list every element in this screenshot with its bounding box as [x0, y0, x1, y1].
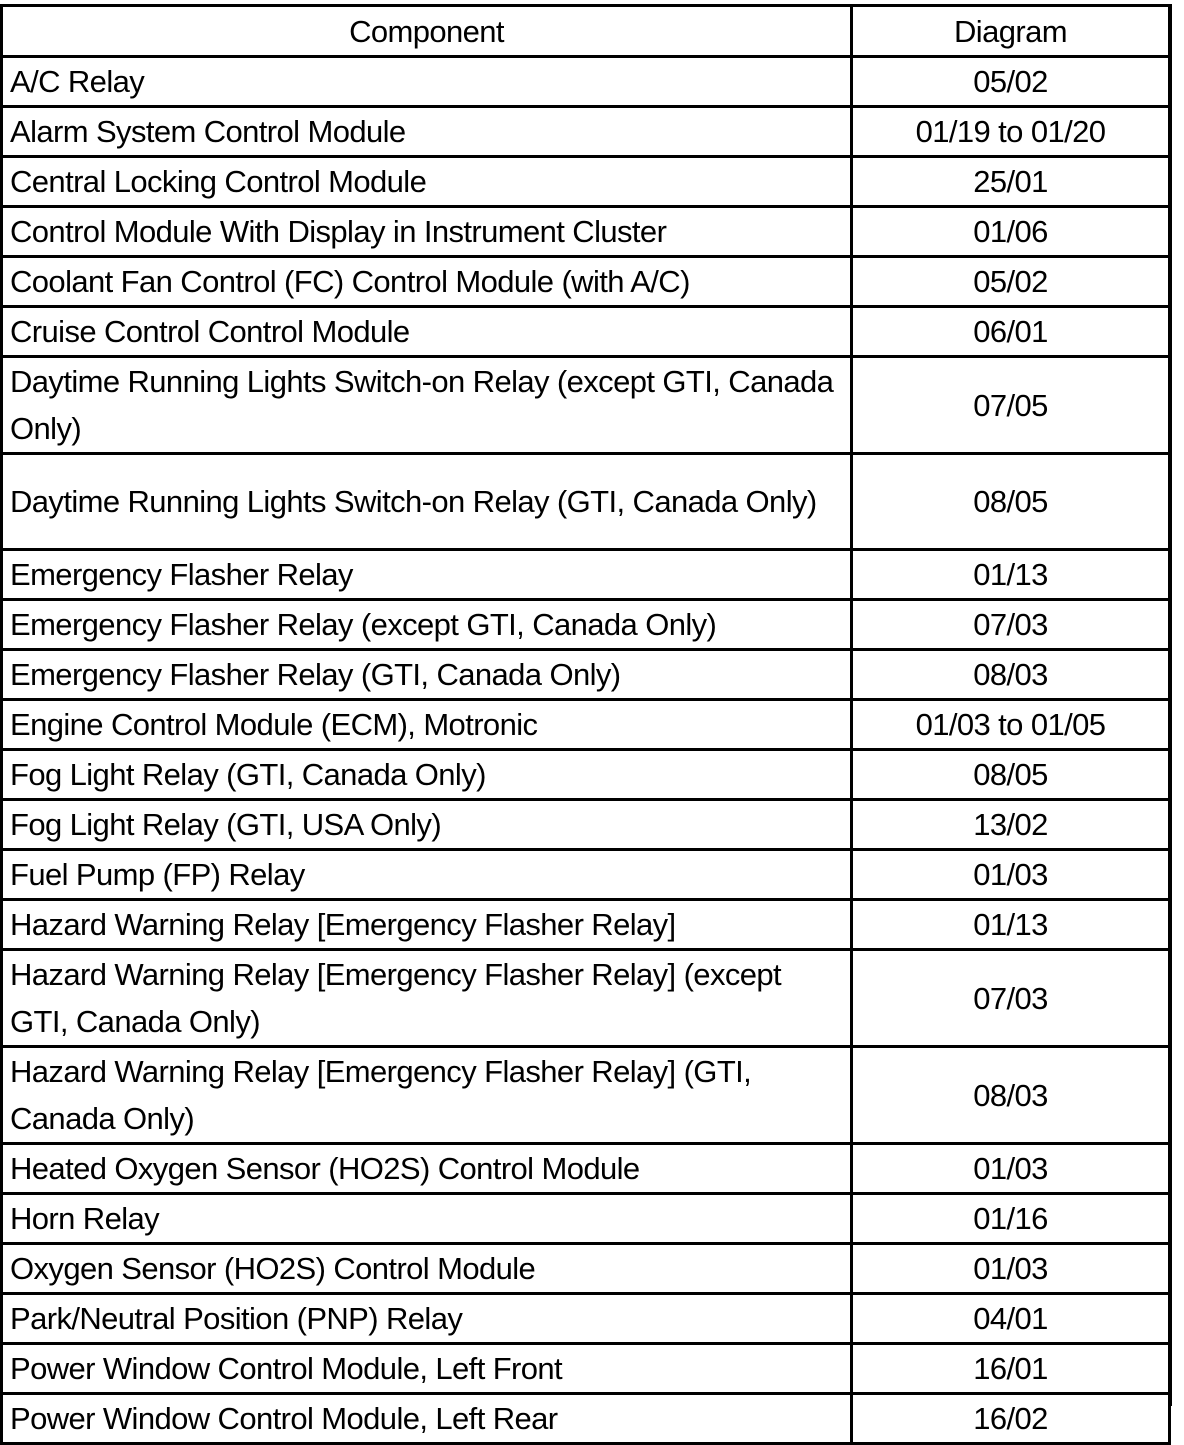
- component-cell: Hazard Warning Relay [Emergency Flasher Relay] (GTI, Canada Only): [2, 1047, 852, 1144]
- component-cell: Emergency Flasher Relay (except GTI, Canada Only): [2, 600, 852, 650]
- component-cell: Engine Control Module (ECM), Motronic: [2, 700, 852, 750]
- component-cell: Hazard Warning Relay [Emergency Flasher Relay] (except GTI, Canada Only): [2, 950, 852, 1047]
- table-row: [2, 750, 1170, 800]
- table-row: [2, 850, 1170, 900]
- table-row: [2, 1294, 1170, 1344]
- column-header-component: Component: [2, 6, 852, 57]
- component-cell: Horn Relay: [2, 1194, 852, 1244]
- diagram-cell: 05/02: [852, 57, 1170, 107]
- table-row: [2, 900, 1170, 950]
- table-row: [2, 357, 1170, 454]
- diagram-cell: 25/01: [852, 157, 1170, 207]
- diagram-cell: 16/01: [852, 1344, 1170, 1394]
- component-cell: Fuel Pump (FP) Relay: [2, 850, 852, 900]
- table-row: [2, 1344, 1170, 1394]
- diagram-cell: 06/01: [852, 307, 1170, 357]
- component-cell: Emergency Flasher Relay (GTI, Canada Only): [2, 650, 852, 700]
- table-row: [2, 550, 1170, 600]
- table-header-row: [2, 6, 1170, 57]
- table-row: [2, 157, 1170, 207]
- table-row: [2, 1244, 1170, 1294]
- component-cell: Daytime Running Lights Switch-on Relay (GTI, Canada Only): [2, 454, 852, 550]
- component-cell: Daytime Running Lights Switch-on Relay (except GTI, Canada Only): [2, 357, 852, 454]
- diagram-cell: 08/03: [852, 1047, 1170, 1144]
- component-cell: Emergency Flasher Relay: [2, 550, 852, 600]
- table-row: [2, 207, 1170, 257]
- diagram-cell: 01/06: [852, 207, 1170, 257]
- table-row: [2, 800, 1170, 850]
- diagram-cell: 04/01: [852, 1294, 1170, 1344]
- table-row: [2, 650, 1170, 700]
- diagram-cell: 08/05: [852, 454, 1170, 550]
- diagram-cell: 01/03: [852, 1144, 1170, 1194]
- diagram-cell: 01/13: [852, 550, 1170, 600]
- component-cell: Fog Light Relay (GTI, USA Only): [2, 800, 852, 850]
- table-row: [2, 57, 1170, 107]
- component-cell: Park/Neutral Position (PNP) Relay: [2, 1294, 852, 1344]
- diagram-cell: 08/05: [852, 750, 1170, 800]
- component-cell: Power Window Control Module, Left Rear: [2, 1394, 852, 1444]
- table-row: [2, 950, 1170, 1047]
- table-row: [2, 600, 1170, 650]
- component-cell: A/C Relay: [2, 57, 852, 107]
- table-right-edge: [1168, 4, 1172, 1406]
- table-row: [2, 1394, 1170, 1444]
- diagram-cell: 05/02: [852, 257, 1170, 307]
- diagram-cell: 01/13: [852, 900, 1170, 950]
- component-cell: Heated Oxygen Sensor (HO2S) Control Module: [2, 1144, 852, 1194]
- component-cell: Alarm System Control Module: [2, 107, 852, 157]
- column-header-diagram: Diagram: [852, 6, 1170, 57]
- diagram-cell: 07/03: [852, 600, 1170, 650]
- diagram-cell: 08/03: [852, 650, 1170, 700]
- component-cell: Cruise Control Control Module: [2, 307, 852, 357]
- table-row: [2, 257, 1170, 307]
- table-row: [2, 454, 1170, 550]
- diagram-cell: 01/19 to 01/20: [852, 107, 1170, 157]
- table-row: [2, 1144, 1170, 1194]
- component-cell: Oxygen Sensor (HO2S) Control Module: [2, 1244, 852, 1294]
- table-row: [2, 1047, 1170, 1144]
- component-diagram-table: [0, 4, 1171, 1445]
- component-cell: Fog Light Relay (GTI, Canada Only): [2, 750, 852, 800]
- table-row: [2, 700, 1170, 750]
- component-cell: Control Module With Display in Instrument Cluster: [2, 207, 852, 257]
- component-cell: Power Window Control Module, Left Front: [2, 1344, 852, 1394]
- component-diagram-table-container: [0, 4, 1168, 1445]
- diagram-cell: 13/02: [852, 800, 1170, 850]
- table-row: [2, 1194, 1170, 1244]
- component-cell: Central Locking Control Module: [2, 157, 852, 207]
- component-cell: Coolant Fan Control (FC) Control Module (with A/C): [2, 257, 852, 307]
- diagram-cell: 01/03 to 01/05: [852, 700, 1170, 750]
- table-row: [2, 307, 1170, 357]
- diagram-cell: 01/03: [852, 1244, 1170, 1294]
- diagram-cell: 01/16: [852, 1194, 1170, 1244]
- diagram-cell: 07/03: [852, 950, 1170, 1047]
- diagram-cell: 01/03: [852, 850, 1170, 900]
- table-row: [2, 107, 1170, 157]
- table-body: [2, 57, 1170, 1444]
- diagram-cell: 16/02: [852, 1394, 1170, 1444]
- diagram-cell: 07/05: [852, 357, 1170, 454]
- component-cell: Hazard Warning Relay [Emergency Flasher Relay]: [2, 900, 852, 950]
